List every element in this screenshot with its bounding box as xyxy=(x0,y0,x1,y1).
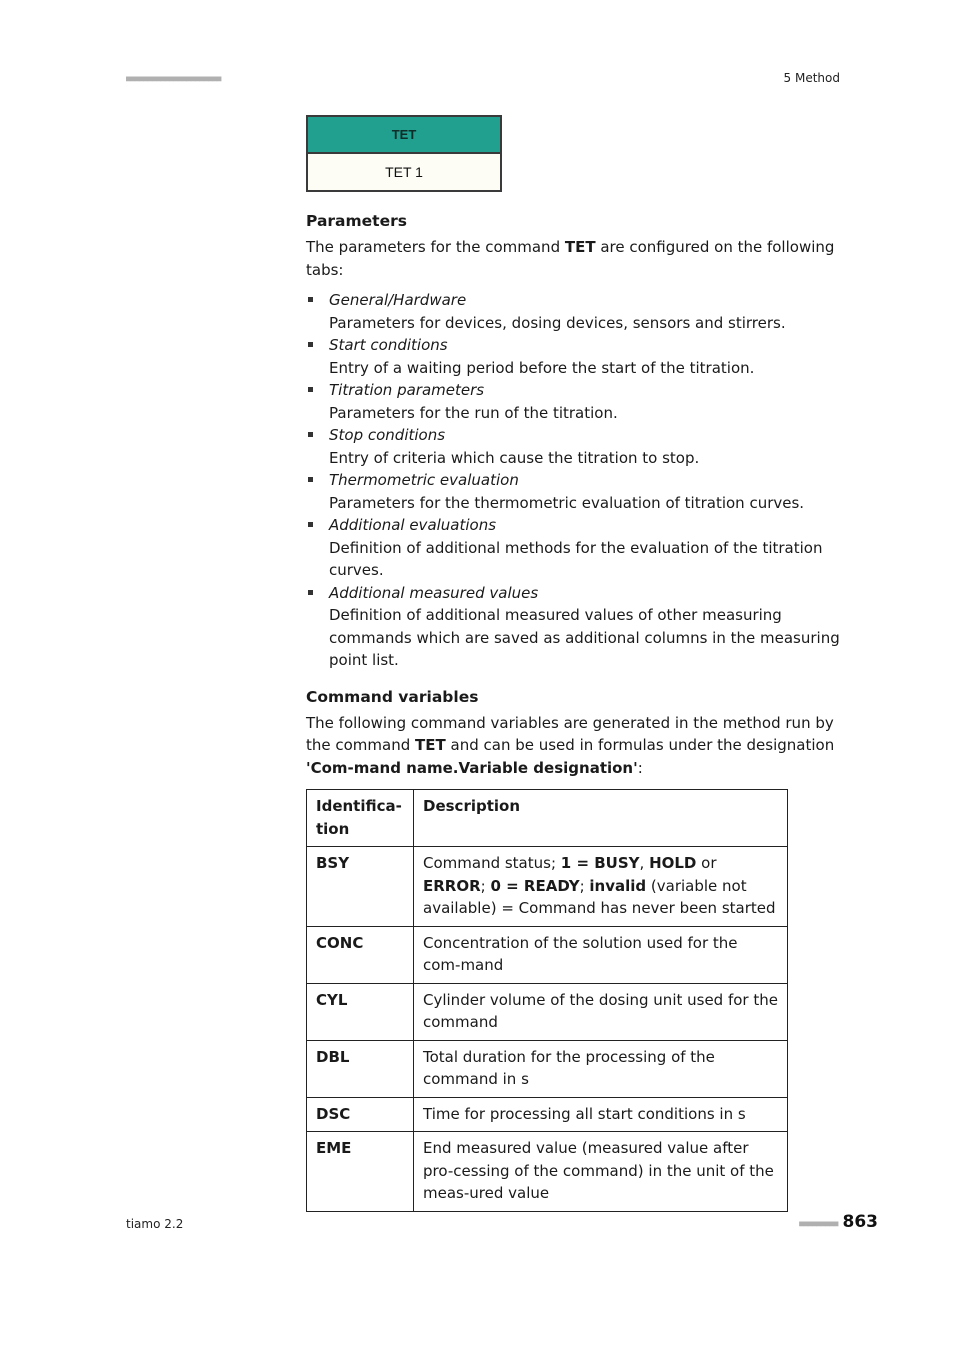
intro-text: and can be used in formulas under the designation xyxy=(445,736,835,754)
main-content xyxy=(306,210,846,1212)
variable-id: DBL xyxy=(307,1040,414,1097)
desc-text: , xyxy=(639,854,650,872)
desc-bold: invalid xyxy=(589,876,647,895)
desc-text: ; xyxy=(579,876,590,895)
desc-bold: ERROR xyxy=(423,876,481,895)
desc-bold: 0 = READY xyxy=(490,876,580,895)
tab-description: Definition of additional methods for the evaluation of the titration curves. xyxy=(329,538,823,579)
intro-command: TET xyxy=(564,238,596,256)
list-item xyxy=(306,469,846,514)
variable-description: Time for processing all start conditions in s xyxy=(414,1097,788,1132)
table-row xyxy=(307,1097,788,1132)
footer-product: tiamo 2.2 xyxy=(126,1217,184,1231)
list-item xyxy=(306,424,846,469)
command-variables-heading: Command variables xyxy=(306,687,479,706)
column-header-identification: Identifica-tion xyxy=(307,790,414,847)
tabs-list xyxy=(306,289,846,672)
tab-description: Definition of additional measured values of other measuring commands which are saved as additional columns in the measuring point list. xyxy=(329,606,840,669)
intro-command: TET xyxy=(415,736,446,754)
variable-id: EME xyxy=(307,1132,414,1212)
intro-text: are configured on the following tabs: xyxy=(306,238,835,279)
variable-description xyxy=(414,847,788,927)
desc-text: (variable not available) = Command has never been started xyxy=(423,876,776,917)
parameters-heading: Parameters xyxy=(306,212,407,230)
tab-name: Start conditions xyxy=(329,336,448,354)
table-row xyxy=(307,926,788,983)
desc-text: or xyxy=(696,854,717,872)
header-section-title: 5 Method xyxy=(783,71,840,85)
variable-id: CYL xyxy=(307,983,414,1040)
intro-text: : xyxy=(637,758,643,777)
table-header-row xyxy=(307,790,788,847)
page-number: 863 xyxy=(842,1212,878,1232)
tab-description: Parameters for devices, dosing devices, sensors and stirrers. xyxy=(329,313,786,332)
variable-description: Cylinder volume of the dosing unit used for the command xyxy=(414,983,788,1040)
table-row xyxy=(307,1132,788,1212)
desc-bold: 1 = BUSY xyxy=(560,854,640,872)
tab-name: General/Hardware xyxy=(329,291,467,309)
tab-description: Parameters for the run of the titration. xyxy=(329,403,618,422)
list-item xyxy=(306,582,846,672)
tab-description: Entry of criteria which cause the titration to stop. xyxy=(329,448,700,467)
header-decoration: ■■■■■■■■■■■■■■■■■■■■■■ xyxy=(126,74,221,83)
intro-text: The parameters for the command xyxy=(306,238,565,256)
tab-name: Stop conditions xyxy=(329,426,446,444)
list-item xyxy=(306,334,846,379)
command-variables-intro xyxy=(306,712,846,780)
table-row xyxy=(307,983,788,1040)
variable-description: Total duration for the processing of the command in s xyxy=(414,1040,788,1097)
tab-description: Parameters for the thermometric evaluation of titration curves. xyxy=(329,493,805,512)
intro-designation: 'Com-mand name.Variable designation' xyxy=(306,758,638,777)
variable-id: CONC xyxy=(307,926,414,983)
intro-text: The following command variables are generated in the method run by the command xyxy=(306,713,834,754)
tab-description: Entry of a waiting period before the start of the titration. xyxy=(329,358,755,377)
desc-bold: HOLD xyxy=(649,854,697,872)
variable-description: End measured value (measured value after pro-cessing of the command) in the unit of the meas-ured value xyxy=(414,1132,788,1212)
command-box-title: TET xyxy=(308,117,500,154)
variables-table xyxy=(306,789,788,1212)
command-box-name: TET 1 xyxy=(385,164,423,180)
column-header-description: Description xyxy=(414,790,788,847)
table-row xyxy=(307,1040,788,1097)
footer-decoration: ■■■■■■■■■ xyxy=(799,1219,838,1228)
desc-text: Command status; xyxy=(423,854,561,872)
tab-name: Thermometric evaluation xyxy=(329,471,519,489)
list-item xyxy=(306,289,846,334)
tab-name: Additional measured values xyxy=(329,583,539,602)
variable-description: Concentration of the solution used for the com-mand xyxy=(414,926,788,983)
tab-name: Titration parameters xyxy=(329,381,485,399)
tab-name: Additional evaluations xyxy=(329,516,497,534)
desc-text: ; xyxy=(480,876,491,895)
table-row xyxy=(307,847,788,927)
variable-id: DSC xyxy=(307,1097,414,1132)
command-box xyxy=(306,115,502,192)
list-item xyxy=(306,514,846,582)
list-item xyxy=(306,379,846,424)
variable-id: BSY xyxy=(307,847,414,927)
parameters-intro xyxy=(306,236,846,281)
